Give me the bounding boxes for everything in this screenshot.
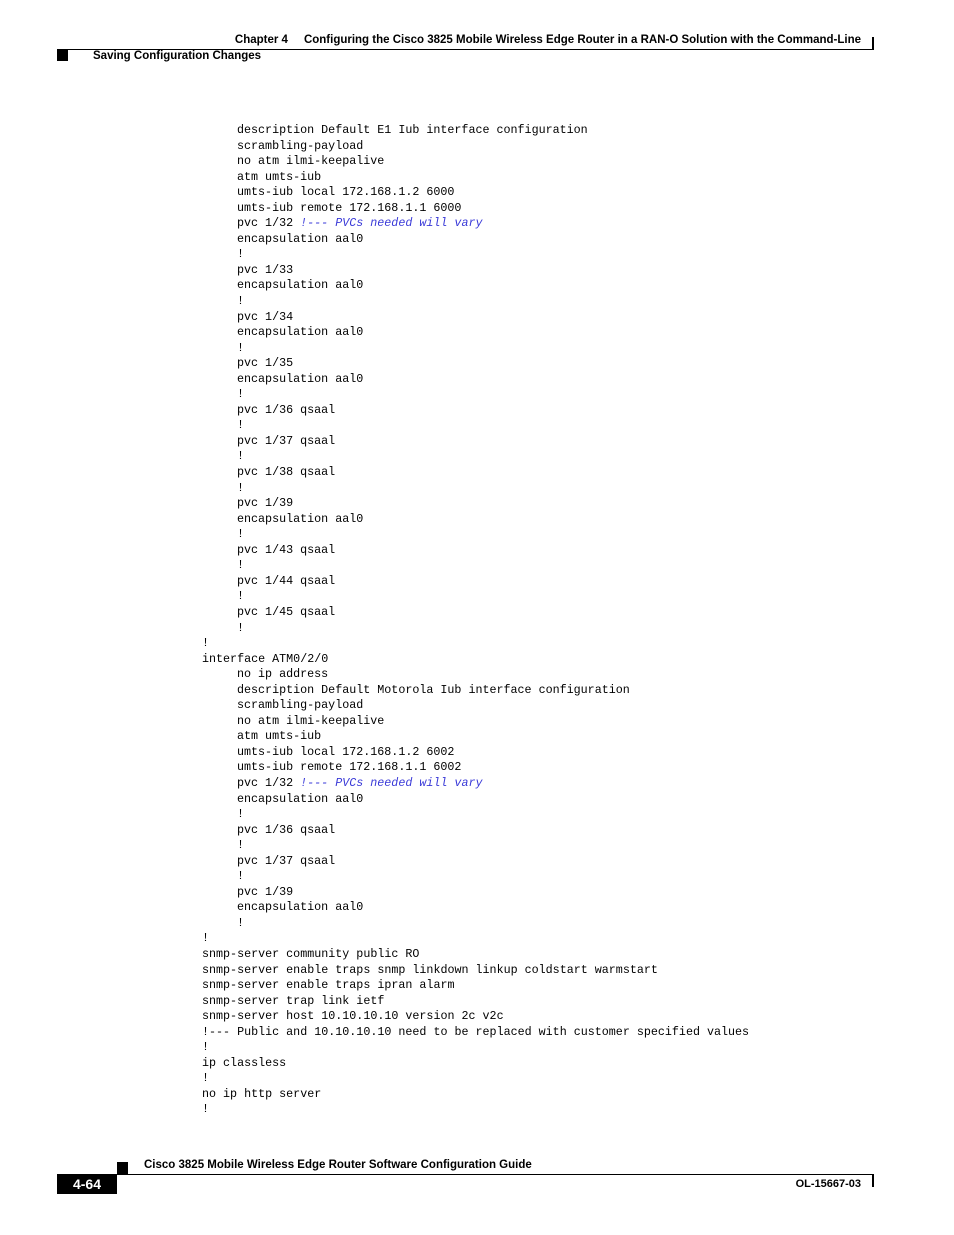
code-text: ! <box>237 527 245 542</box>
code-line <box>202 496 749 512</box>
code-line <box>202 574 749 590</box>
code-line <box>202 947 749 963</box>
code-text: ! <box>237 869 245 884</box>
code-line <box>202 916 749 932</box>
code-text: ! <box>237 807 245 822</box>
code-text: pvc 1/34 <box>237 309 294 324</box>
code-text: atm umts-iub <box>237 729 322 744</box>
code-text: no atm ilmi-keepalive <box>237 713 385 728</box>
code-text: ! <box>237 294 245 309</box>
code-text: ! <box>237 387 245 402</box>
code-text: interface ATM0/2/0 <box>202 651 329 666</box>
code-text: ! <box>237 480 245 495</box>
code-line <box>202 449 749 465</box>
code-text: pvc 1/43 qsaal <box>237 542 336 557</box>
code-text: no ip http server <box>202 1086 322 1101</box>
code-line <box>202 869 749 885</box>
code-text: description Default E1 Iub interface configuration <box>237 123 588 137</box>
code-line <box>202 760 749 776</box>
code-line <box>202 994 749 1010</box>
code-line <box>202 341 749 357</box>
code-line <box>202 512 749 528</box>
code-line <box>202 418 749 434</box>
code-line <box>202 776 749 792</box>
code-line <box>202 232 749 248</box>
code-line <box>202 854 749 870</box>
code-line <box>202 745 749 761</box>
code-text: umts-iub local 172.168.1.2 6000 <box>237 185 455 200</box>
code-text: encapsulation aal0 <box>237 278 364 293</box>
code-line <box>202 885 749 901</box>
code-text: ! <box>202 1040 210 1055</box>
code-text: encapsulation aal0 <box>237 511 364 526</box>
code-line <box>202 558 749 574</box>
code-text: ! <box>237 558 245 573</box>
footer-marker-block <box>117 1162 128 1174</box>
code-comment: !--- PVCs needed will vary <box>300 775 483 790</box>
code-line <box>202 527 749 543</box>
code-text: ! <box>237 247 245 262</box>
code-text: ! <box>237 449 245 464</box>
code-line <box>202 1025 749 1041</box>
code-line <box>202 325 749 341</box>
code-text: pvc 1/36 qsaal <box>237 822 336 837</box>
code-line <box>202 636 749 652</box>
code-line <box>202 294 749 310</box>
code-line <box>202 729 749 745</box>
code-line <box>202 387 749 403</box>
code-line <box>202 683 749 699</box>
code-line <box>202 372 749 388</box>
code-line <box>202 714 749 730</box>
code-text: ! <box>237 589 245 604</box>
code-line <box>202 589 749 605</box>
code-line <box>202 652 749 668</box>
code-line <box>202 310 749 326</box>
code-text: ! <box>237 838 245 853</box>
code-text: umts-iub local 172.168.1.2 6002 <box>237 744 455 759</box>
code-text: pvc 1/32 <box>237 216 301 231</box>
chapter-label: Chapter 4 <box>234 34 288 46</box>
code-line <box>202 621 749 637</box>
code-line <box>202 263 749 279</box>
code-text: encapsulation aal0 <box>237 371 364 386</box>
code-line <box>202 403 749 419</box>
code-text: pvc 1/37 qsaal <box>237 853 336 868</box>
code-line <box>202 698 749 714</box>
code-text: pvc 1/44 qsaal <box>237 573 336 588</box>
code-text: scrambling-payload <box>237 698 364 713</box>
code-text: no ip address <box>237 667 329 682</box>
code-comment: !--- PVCs needed will vary <box>300 216 483 231</box>
code-text: snmp-server community public RO <box>202 946 420 961</box>
code-text: umts-iub remote 172.168.1.1 6002 <box>237 760 462 775</box>
running-header <box>235 34 861 46</box>
code-line <box>202 667 749 683</box>
code-text: snmp-server enable traps snmp linkdown linkup coldstart warmstart <box>202 962 658 977</box>
code-text: ! <box>237 620 245 635</box>
code-line <box>202 123 749 139</box>
code-text: ! <box>237 418 245 433</box>
code-text: ! <box>237 340 245 355</box>
code-line <box>202 201 749 217</box>
code-line <box>202 139 749 155</box>
code-line <box>202 543 749 559</box>
code-text: pvc 1/36 qsaal <box>237 402 336 417</box>
code-line <box>202 1071 749 1087</box>
code-text: pvc 1/45 qsaal <box>237 604 336 619</box>
footer-rule <box>57 1174 874 1175</box>
code-line <box>202 963 749 979</box>
code-text: snmp-server enable traps ipran alarm <box>202 978 455 993</box>
code-text: pvc 1/39 <box>237 496 294 511</box>
code-text: encapsulation aal0 <box>237 791 364 806</box>
code-text: !--- Public and 10.10.10.10 need to be replaced with customer specified values <box>202 1024 750 1039</box>
code-text: pvc 1/33 <box>237 262 294 277</box>
document-number: OL-15667-03 <box>795 1178 861 1190</box>
code-text: pvc 1/39 <box>237 884 294 899</box>
code-text: pvc 1/32 <box>237 775 301 790</box>
code-text: scrambling-payload <box>237 138 364 153</box>
code-text: pvc 1/35 <box>237 356 294 371</box>
code-text: encapsulation aal0 <box>237 900 364 915</box>
code-line <box>202 900 749 916</box>
code-text: no atm ilmi-keepalive <box>237 154 385 169</box>
code-text: ! <box>202 931 210 946</box>
code-line <box>202 481 749 497</box>
code-line <box>202 931 749 947</box>
header-marker-block <box>57 50 68 61</box>
page-number: 4-64 <box>57 1175 117 1194</box>
code-text: ! <box>237 915 245 930</box>
code-line <box>202 154 749 170</box>
code-line <box>202 1040 749 1056</box>
code-text: pvc 1/38 qsaal <box>237 465 336 480</box>
code-text: ! <box>202 636 210 651</box>
code-line <box>202 605 749 621</box>
code-text: encapsulation aal0 <box>237 325 364 340</box>
code-line <box>202 247 749 263</box>
footer-end-bar <box>872 1175 874 1187</box>
config-code-listing <box>202 123 749 1118</box>
section-title: Saving Configuration Changes <box>93 50 262 62</box>
code-line <box>202 356 749 372</box>
code-text: ! <box>202 1102 210 1117</box>
code-text: snmp-server host 10.10.10.10 version 2c v2c <box>202 1009 504 1024</box>
code-line <box>202 185 749 201</box>
code-line <box>202 807 749 823</box>
code-text: snmp-server trap link ietf <box>202 993 385 1008</box>
code-text: ip classless <box>202 1055 287 1070</box>
code-line <box>202 978 749 994</box>
code-text: ! <box>202 1071 210 1086</box>
chapter-title: Configuring the Cisco 3825 Mobile Wireless Edge Router in a RAN-O Solution with the Command-Line <box>303 34 861 46</box>
code-line <box>202 216 749 232</box>
code-text: umts-iub remote 172.168.1.1 6000 <box>237 200 462 215</box>
code-line <box>202 1102 749 1118</box>
code-line <box>202 1009 749 1025</box>
guide-title: Cisco 3825 Mobile Wireless Edge Router Software Configuration Guide <box>144 1159 532 1171</box>
code-line <box>202 838 749 854</box>
code-text: encapsulation aal0 <box>237 231 364 246</box>
code-text: atm umts-iub <box>237 169 322 184</box>
code-line <box>202 823 749 839</box>
code-text: pvc 1/37 qsaal <box>237 433 336 448</box>
code-line <box>202 1056 749 1072</box>
code-line <box>202 792 749 808</box>
code-line <box>202 465 749 481</box>
code-text: description Default Motorola Iub interface configuration <box>237 682 630 697</box>
code-line <box>202 434 749 450</box>
code-line <box>202 278 749 294</box>
code-line <box>202 1087 749 1103</box>
code-line <box>202 170 749 186</box>
